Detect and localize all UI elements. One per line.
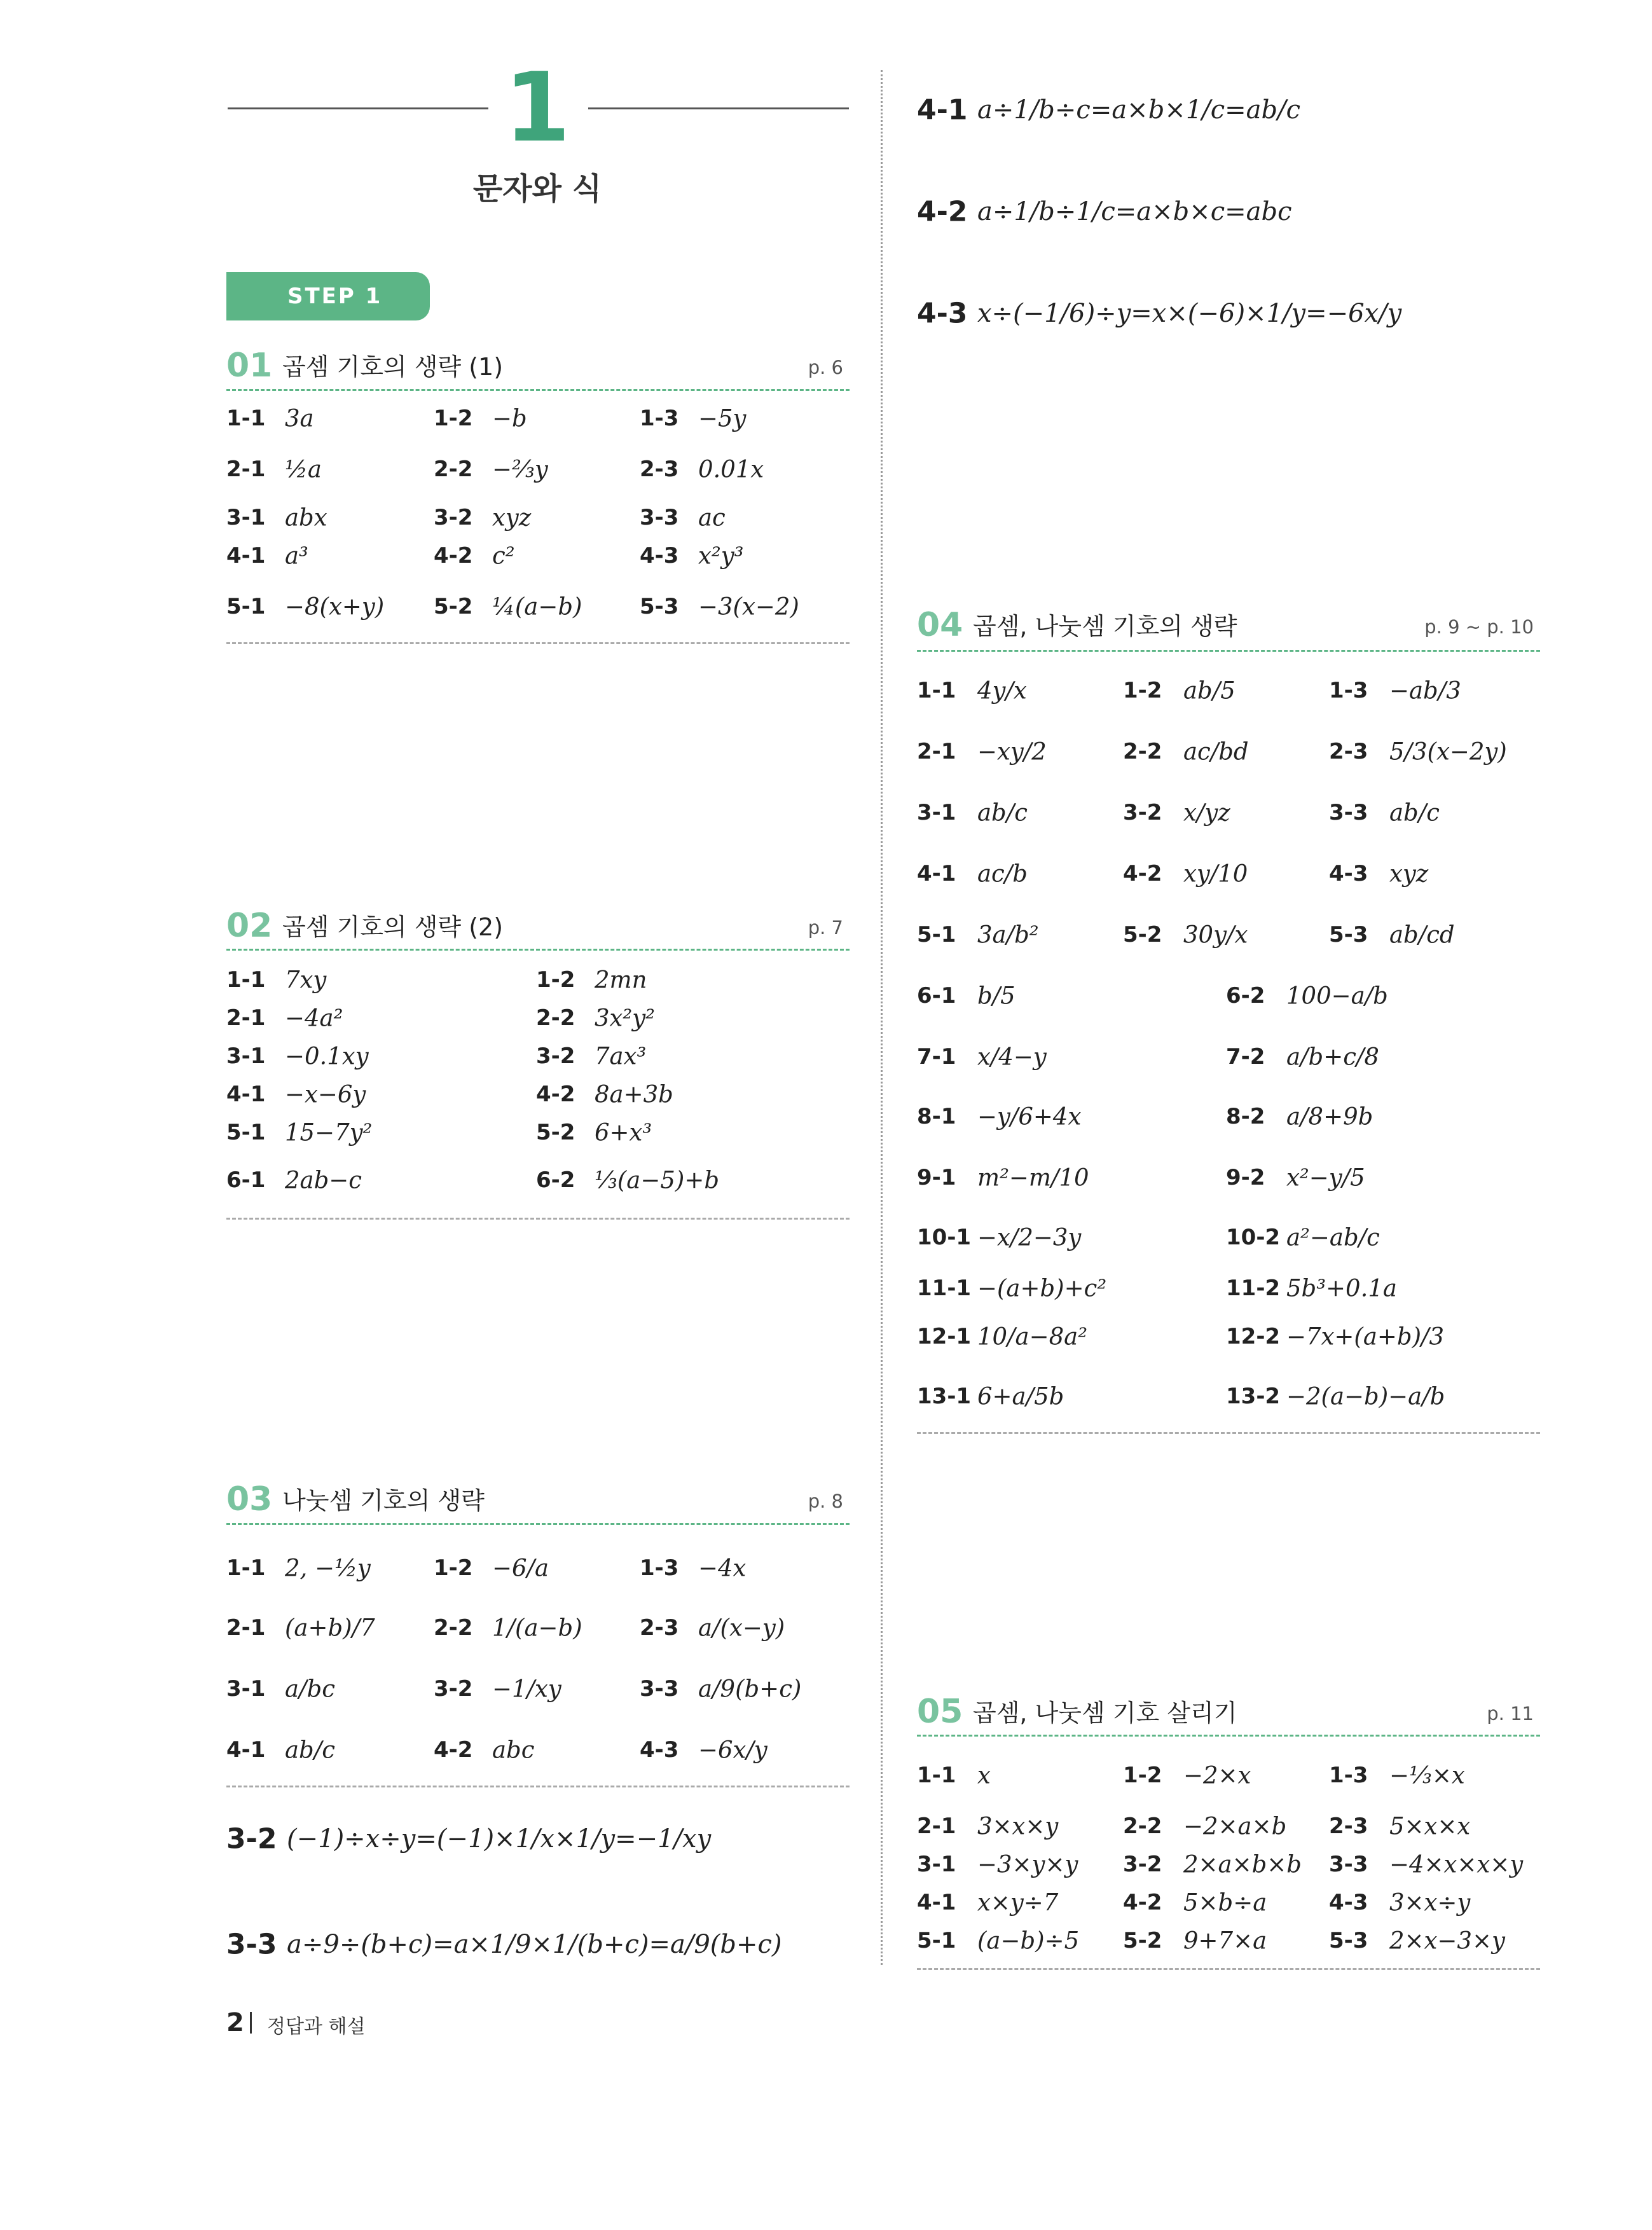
section-title: 곱셈 기호의 생략 (2): [282, 913, 504, 941]
answer-item: 10-2 a²−ab/c: [1226, 1223, 1380, 1251]
section-04-bottom-rule: [917, 1432, 1540, 1434]
answer-item: 3-3 ac: [640, 504, 726, 532]
answer-item: 6-1 b/5: [917, 982, 1015, 1010]
answer-item: 5-2 9+7×a: [1123, 1927, 1267, 1955]
section-title: 곱셈, 나눗셈 기호 살리기: [973, 1699, 1237, 1727]
worked-solution: 3-3 a÷9÷(b+c)=a×1/9×1/(b+c)=a/9(b+c): [226, 1928, 782, 1961]
answer-item: 4-2 5×b÷a: [1123, 1889, 1267, 1917]
answer-item: 2-2 −2×a×b: [1123, 1812, 1287, 1840]
answer-item: 1-1 4y/x: [917, 677, 1027, 705]
answer-item: 3-2 x/yz: [1123, 799, 1230, 827]
answer-item: 4-1 ac/b: [917, 860, 1028, 888]
answer-item: 4-3 x²y³: [640, 542, 744, 570]
answer-item: 4-2 c²: [434, 542, 515, 570]
answer-item: 5-3 2×x−3×y: [1329, 1927, 1505, 1955]
answer-item: 5-2 6+x³: [536, 1118, 652, 1146]
section-03-top-rule: [226, 1523, 850, 1525]
answer-item: 2-3 5/3(x−2y): [1329, 738, 1507, 766]
answer-item: 1-1 2, −½y: [226, 1554, 371, 1582]
answer-item: 5-1 −8(x+y): [226, 593, 385, 621]
answer-item: 12-1 10/a−8a²: [917, 1323, 1088, 1351]
worked-solution: 3-2 (−1)÷x÷y=(−1)×1/x×1/y=−1/xy: [226, 1822, 712, 1855]
answer-item: 3-1 −3×y×y: [917, 1850, 1078, 1878]
answer-item: 3-3 ab/c: [1329, 799, 1440, 827]
answer-item: 1-1 x: [917, 1761, 991, 1789]
answer-item: 2-3 5×x×x: [1329, 1812, 1471, 1840]
answer-item: 4-1 a³: [226, 542, 308, 570]
answer-item: 1-3 −5y: [640, 404, 747, 432]
answer-item: 2-1 3×x×y: [917, 1812, 1059, 1840]
answer-item: 4-3 3×x÷y: [1329, 1889, 1471, 1917]
answer-item: 4-2 8a+3b: [536, 1080, 673, 1108]
answer-item: 8-2 a/8+9b: [1226, 1103, 1373, 1131]
answer-item: 1-3 −ab/3: [1329, 677, 1461, 705]
section-page-ref: p. 6: [808, 357, 843, 378]
answer-item: 3-2 7ax³: [536, 1042, 647, 1070]
footer-divider: [250, 2012, 252, 2034]
answer-item: 13-2 −2(a−b)−a/b: [1226, 1382, 1445, 1410]
answer-item: 5-1 (a−b)÷5: [917, 1927, 1080, 1955]
section-page-ref: p. 9 ~ p. 10: [1424, 616, 1534, 638]
answer-item: 1-2 −b: [434, 404, 527, 432]
answer-item: 2-3 0.01x: [640, 455, 764, 483]
answer-item: 12-2 −7x+(a+b)/3: [1226, 1323, 1445, 1351]
answer-item: 1-2 ab/5: [1123, 677, 1236, 705]
answer-item: 5-2 30y/x: [1123, 921, 1248, 949]
answer-item: 7-2 a/b+c/8: [1226, 1043, 1379, 1071]
answer-item: 4-2 abc: [434, 1736, 535, 1764]
answer-item: 3-2 2×a×b×b: [1123, 1850, 1302, 1878]
answer-item: 5-1 15−7y²: [226, 1118, 373, 1146]
answer-item: 4-3 xyz: [1329, 860, 1429, 888]
section-03-bottom-rule: [226, 1786, 850, 1787]
answer-item: 4-3 −6x/y: [640, 1736, 767, 1764]
section-number: 03: [226, 1480, 273, 1518]
answer-item: 1-2 −6/a: [434, 1554, 549, 1582]
section-number: 05: [917, 1693, 963, 1731]
answer-item: 1-3 −4x: [640, 1554, 747, 1582]
section-title: 곱셈, 나눗셈 기호의 생략: [973, 612, 1237, 640]
section-05-bottom-rule: [917, 1968, 1540, 1970]
section-02-top-rule: [226, 949, 850, 951]
answer-item: 3-2 −1/xy: [434, 1675, 561, 1703]
answer-item: 1-3 −⅓×x: [1329, 1761, 1465, 1789]
answer-item: 4-1 −x−6y: [226, 1080, 366, 1108]
step-badge: STEP 1: [226, 272, 430, 320]
chapter-rule-left: [228, 107, 488, 109]
footer-title: 정답과 해설: [267, 2016, 366, 2038]
section-01-header: [226, 347, 850, 387]
section-01-bottom-rule: [226, 642, 850, 644]
answer-item: 2-2 3x²y²: [536, 1004, 655, 1032]
answer-item: 8-1 −y/6+4x: [917, 1103, 1082, 1131]
answer-item: 3-1 abx: [226, 504, 327, 532]
answer-item: 9-2 x²−y/5: [1226, 1164, 1365, 1192]
answer-item: 2-1 ½a: [226, 455, 322, 483]
section-number: 02: [226, 907, 273, 945]
section-title: 곱셈 기호의 생략 (1): [282, 353, 504, 381]
section-04-header: [917, 606, 1540, 647]
answer-item: 4-2 xy/10: [1123, 860, 1248, 888]
answer-item: 2-2 ac/bd: [1123, 738, 1249, 766]
answer-item: 2-1 −xy/2: [917, 738, 1047, 766]
answer-item: 3-2 xyz: [434, 504, 532, 532]
answer-item: 2-1 −4a²: [226, 1004, 343, 1032]
worked-solution: 4-3 x÷(−1/6)÷y=x×(−6)×1/y=−6x/y: [917, 297, 1402, 330]
answer-item: 1-1 3a: [226, 404, 314, 432]
answer-item: 1-2 2mn: [536, 966, 647, 994]
chapter-rule-right: [588, 107, 849, 109]
chapter-number: 1: [504, 53, 571, 163]
chapter-title: 문자와 식: [472, 171, 602, 207]
answer-item: 2-1 (a+b)/7: [226, 1614, 375, 1642]
section-01-top-rule: [226, 389, 850, 391]
answer-item: 4-1 ab/c: [226, 1736, 335, 1764]
answer-item: 7-1 x/4−y: [917, 1043, 1047, 1071]
answer-item: 11-1 −(a+b)+c²: [917, 1274, 1107, 1302]
worked-solution: 4-2 a÷1/b÷1/c=a×b×c=abc: [917, 195, 1292, 228]
section-page-ref: p. 7: [808, 917, 843, 939]
answer-item: 6-2 100−a/b: [1226, 982, 1388, 1010]
section-number: 04: [917, 606, 963, 644]
answer-item: 5-3 ab/cd: [1329, 921, 1455, 949]
column-divider: [881, 70, 883, 1965]
answer-item: 4-1 x×y÷7: [917, 1889, 1059, 1917]
page-number: 2: [226, 2008, 244, 2037]
answer-item: 10-1 −x/2−3y: [917, 1223, 1082, 1251]
answer-item: 6-1 2ab−c: [226, 1166, 362, 1194]
answer-item: 3-1 a/bc: [226, 1675, 335, 1703]
section-02-bottom-rule: [226, 1218, 850, 1220]
answer-item: 3-1 ab/c: [917, 799, 1028, 827]
answer-item: 1-2 −2×x: [1123, 1761, 1251, 1789]
answer-item: 6-2 ⅓(a−5)+b: [536, 1166, 720, 1194]
answer-item: 13-1 6+a/5b: [917, 1382, 1064, 1410]
answer-item: 9-1 m²−m/10: [917, 1164, 1089, 1192]
answer-item: 2-2 1/(a−b): [434, 1614, 582, 1642]
answer-item: 2-3 a/(x−y): [640, 1614, 785, 1642]
answer-item: 11-2 5b³+0.1a: [1226, 1274, 1397, 1302]
section-04-top-rule: [917, 650, 1540, 652]
answer-item: 3-1 −0.1xy: [226, 1042, 369, 1070]
section-02-header: [226, 907, 850, 947]
answer-item: 5-2 ¼(a−b): [434, 593, 582, 621]
section-page-ref: p. 8: [808, 1490, 843, 1512]
answer-item: 5-3 −3(x−2): [640, 593, 799, 621]
answer-item: 5-1 3a/b²: [917, 921, 1039, 949]
section-05-header: [917, 1693, 1540, 1733]
worked-solution: 4-1 a÷1/b÷c=a×b×1/c=ab/c: [917, 93, 1300, 127]
section-page-ref: p. 11: [1487, 1703, 1534, 1724]
section-05-top-rule: [917, 1735, 1540, 1737]
answer-item: 3-3 −4×x×x×y: [1329, 1850, 1524, 1878]
section-title: 나눗셈 기호의 생략: [282, 1487, 485, 1515]
answer-item: 1-1 7xy: [226, 966, 327, 994]
answer-item: 2-2 −⅔y: [434, 455, 548, 483]
answer-item: 3-3 a/9(b+c): [640, 1675, 802, 1703]
section-03-header: [226, 1480, 850, 1521]
section-number: 01: [226, 347, 273, 385]
